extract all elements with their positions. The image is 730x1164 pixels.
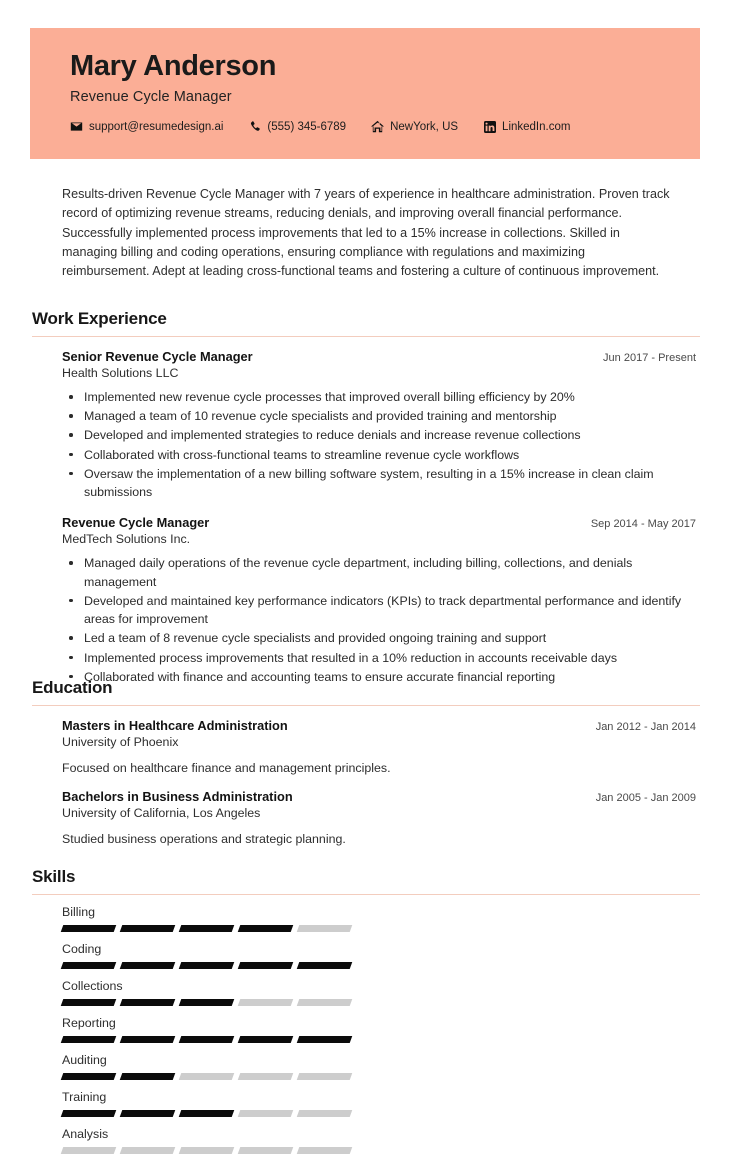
work-entry-role: Revenue Cycle Manager bbox=[62, 515, 210, 531]
contact-row bbox=[70, 120, 700, 133]
skill-level-segment bbox=[179, 1147, 235, 1154]
home-icon bbox=[371, 120, 384, 133]
skill-level-segment bbox=[238, 1073, 294, 1080]
skill-name: Reporting bbox=[62, 1016, 116, 1030]
skill-level-segment bbox=[179, 999, 235, 1006]
contact-value: LinkedIn.com bbox=[502, 120, 571, 133]
skill-level-segment bbox=[297, 1036, 353, 1043]
education-entry-degree: Bachelors in Business Administration bbox=[62, 789, 293, 804]
work-entry-bullets bbox=[62, 388, 700, 501]
work-entry-header bbox=[62, 349, 700, 364]
skill-level-segment bbox=[297, 1073, 353, 1080]
skill-level-segment bbox=[120, 1036, 176, 1043]
skill-level-bar bbox=[62, 1036, 363, 1043]
section-heading-skills: Skills bbox=[32, 867, 76, 886]
education-entry-description: Focused on healthcare finance and management principles. bbox=[62, 761, 391, 775]
envelope-icon bbox=[70, 120, 83, 133]
skill-level-segment bbox=[120, 1110, 176, 1117]
work-entry bbox=[62, 349, 700, 501]
work-entry bbox=[62, 515, 700, 686]
skill-level-segment bbox=[120, 999, 176, 1006]
education-entry-school: University of California, Los Angeles bbox=[62, 806, 261, 820]
skill-level-segment bbox=[179, 962, 235, 969]
skill-level-segment bbox=[297, 999, 353, 1006]
work-entry-organization: MedTech Solutions Inc. bbox=[62, 532, 191, 547]
skill-level-segment bbox=[61, 1073, 117, 1080]
section-work-experience bbox=[32, 309, 700, 687]
skill-name: Analysis bbox=[62, 1127, 109, 1141]
skill-name: Coding bbox=[62, 942, 102, 956]
skill-level-bar bbox=[62, 925, 363, 932]
list-item: Collaborated with cross-functional teams to streamline revenue cycle workflows bbox=[62, 446, 700, 464]
phone-icon bbox=[248, 120, 261, 133]
work-entry-header bbox=[62, 515, 700, 530]
list-item: Collaborated with finance and accounting teams to ensure accurate financial reporting bbox=[62, 668, 700, 686]
skill-level-segment bbox=[238, 1036, 294, 1043]
skill-name: Billing bbox=[62, 905, 96, 919]
skill-level-segment bbox=[238, 962, 294, 969]
work-entry-role: Senior Revenue Cycle Manager bbox=[62, 349, 253, 364]
contact-value: support@resumedesign.ai bbox=[89, 120, 224, 133]
contact-item[interactable] bbox=[70, 120, 223, 133]
skill-item bbox=[62, 1127, 363, 1154]
skill-level-segment bbox=[238, 1110, 294, 1117]
professional-summary: Results-driven Revenue Cycle Manager with 7 years of experience in healthcare administration. Proven track record of optimizing revenue streams, reducing denials, and improving overall financial performance. Successfully implemented process improvements that led to a 15% increase in collections. Skilled in managing billing and coding operations, ensuring compliance with regulations and maximizing reimbursement. Adept at leading cross-functional teams and fostering a culture of continuous improvement. bbox=[62, 187, 670, 279]
skill-level-segment bbox=[297, 1110, 353, 1117]
skills-grid bbox=[32, 895, 700, 1164]
skill-level-segment bbox=[61, 1147, 117, 1154]
skill-level-segment bbox=[238, 1147, 294, 1154]
skill-name: Auditing bbox=[62, 1053, 107, 1067]
skill-level-segment bbox=[61, 1110, 117, 1117]
education-entry-description: Studied business operations and strategic planning. bbox=[62, 832, 346, 846]
skill-level-bar bbox=[62, 1110, 363, 1117]
skill-level-segment bbox=[238, 925, 294, 932]
skill-level-segment bbox=[61, 1036, 117, 1043]
section-heading-education: Education bbox=[32, 678, 113, 697]
list-item: Developed and implemented strategies to reduce denials and increase revenue collections bbox=[62, 426, 700, 444]
section-skills bbox=[32, 867, 700, 1164]
education-entries bbox=[32, 706, 700, 846]
education-entry bbox=[62, 789, 700, 846]
skill-level-segment bbox=[238, 999, 294, 1006]
education-entry-header bbox=[62, 789, 700, 804]
header-job-title: Revenue Cycle Manager bbox=[70, 89, 232, 106]
skill-item bbox=[62, 942, 363, 969]
list-item: Implemented new revenue cycle processes that improved overall billing efficiency by 20% bbox=[62, 388, 700, 406]
skill-level-segment bbox=[179, 925, 235, 932]
page-title: Mary Anderson bbox=[70, 50, 277, 82]
skill-item bbox=[62, 979, 363, 1006]
education-entry-header bbox=[62, 718, 700, 733]
list-item: Implemented process improvements that resulted in a 10% reduction in accounts receivable days bbox=[62, 649, 700, 667]
skill-name: Training bbox=[62, 1090, 107, 1104]
skill-item bbox=[62, 905, 363, 932]
skill-level-segment bbox=[179, 1110, 235, 1117]
contact-value: (555) 345-6789 bbox=[267, 120, 347, 133]
skill-level-segment bbox=[120, 962, 176, 969]
skill-name: Collections bbox=[62, 979, 123, 993]
skill-level-bar bbox=[62, 999, 363, 1006]
list-item: Managed a team of 10 revenue cycle specialists and provided training and mentorship bbox=[62, 407, 700, 425]
skill-item bbox=[62, 1053, 363, 1080]
skill-level-segment bbox=[297, 1147, 353, 1154]
list-item: Oversaw the implementation of a new billing software system, resulting in a 15% increase in clean claim submissions bbox=[62, 465, 700, 501]
list-item: Led a team of 8 revenue cycle specialists and provided ongoing training and support bbox=[62, 629, 700, 647]
skill-level-segment bbox=[179, 1073, 235, 1080]
skill-level-bar bbox=[62, 1147, 363, 1154]
education-entry-school: University of Phoenix bbox=[62, 735, 179, 749]
skill-item bbox=[62, 1016, 363, 1043]
work-entry-date: Sep 2014 - May 2017 bbox=[590, 518, 696, 531]
skill-level-segment bbox=[297, 962, 353, 969]
education-entry-date: Jan 2012 - Jan 2014 bbox=[595, 721, 696, 733]
skill-level-segment bbox=[61, 999, 117, 1006]
education-entry-date: Jan 2005 - Jan 2009 bbox=[595, 792, 696, 804]
contact-value: NewYork, US bbox=[390, 120, 459, 133]
contact-item[interactable] bbox=[248, 120, 346, 133]
skill-level-segment bbox=[179, 1036, 235, 1043]
skill-level-bar bbox=[62, 962, 363, 969]
skill-level-segment bbox=[120, 1147, 176, 1154]
work-entry-date: Jun 2017 - Present bbox=[603, 352, 696, 364]
skill-level-segment bbox=[61, 962, 117, 969]
section-education bbox=[32, 678, 700, 846]
skill-level-segment bbox=[120, 925, 176, 932]
list-item: Managed daily operations of the revenue cycle department, including billing, collections, and denials management bbox=[62, 554, 700, 590]
skill-level-bar bbox=[62, 1073, 363, 1080]
work-entry-organization: Health Solutions LLC bbox=[62, 366, 179, 380]
skill-level-segment bbox=[61, 925, 117, 932]
resume-header bbox=[30, 28, 700, 159]
skill-level-segment bbox=[297, 925, 353, 932]
education-entry bbox=[62, 718, 700, 775]
work-entry-bullets bbox=[62, 554, 700, 686]
skill-item bbox=[62, 1090, 363, 1117]
linkedin-icon bbox=[483, 120, 496, 133]
list-item: Developed and maintained key performance indicators (KPIs) to track departmental performance and identify areas for improvement bbox=[62, 592, 700, 628]
section-heading-work: Work Experience bbox=[32, 309, 167, 328]
work-entries bbox=[32, 337, 700, 686]
contact-item[interactable] bbox=[371, 120, 458, 133]
contact-item[interactable] bbox=[483, 120, 570, 133]
education-entry-degree: Masters in Healthcare Administration bbox=[62, 718, 288, 733]
skill-level-segment bbox=[120, 1073, 176, 1080]
